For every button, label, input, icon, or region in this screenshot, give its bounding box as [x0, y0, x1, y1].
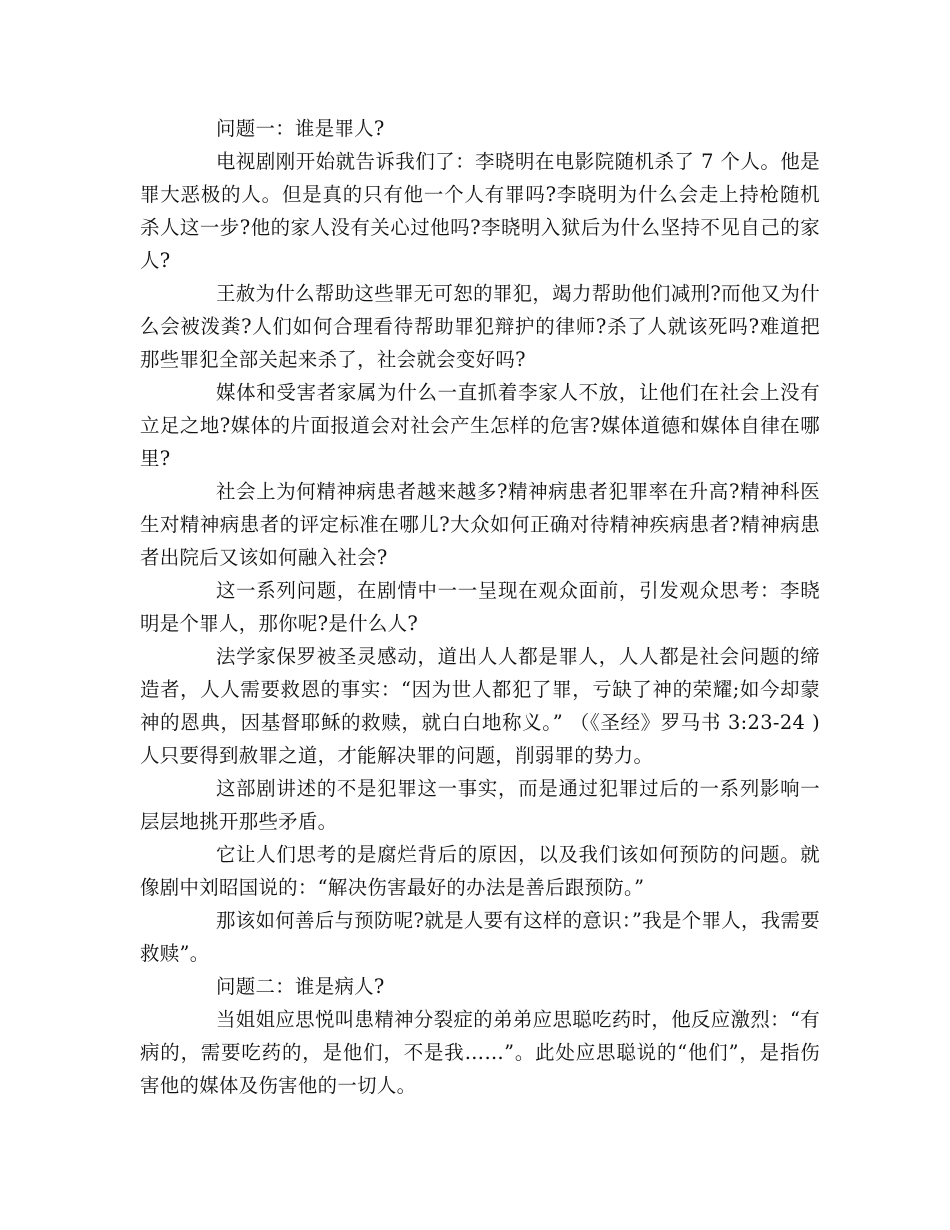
paragraph: 电视剧刚开始就告诉我们了：李晓明在电影院随机杀了 7 个人。他是罪大恶极的人。但是真的只有他一个人有罪吗?李晓明为什么会走上持枪随机杀人这一步?他的家人没有关心过他吗?李晓明入狱后为什么坚持不见自己的家人?	[140, 150, 820, 272]
paragraph: 王赦为什么帮助这些罪无可恕的罪犯，竭力帮助他们减刑?而他又为什么会被泼粪?人们如何合理看待帮助罪犯辩护的律师?杀了人就该死吗?难道把那些罪犯全部关起来杀了，社会就会变好吗?	[140, 282, 820, 371]
paragraph: 社会上为何精神病患者越来越多?精神病患者犯罪率在升高?精神科医生对精神病患者的评定标准在哪儿?大众如何正确对待精神疾病患者?精神病患者出院后又该如何融入社会?	[140, 480, 820, 569]
heading-question-one: 问题一：谁是罪人?	[216, 117, 385, 140]
paragraph: 那该如何善后与预防呢?就是人要有这样的意识：”我是个罪人，我需要救赎”。	[140, 909, 820, 965]
paragraph: 这部剧讲述的不是犯罪这一事实，而是通过犯罪过后的一系列影响一层层地挑开那些矛盾。	[140, 777, 820, 833]
paragraph: 媒体和受害者家属为什么一直抓着李家人不放，让他们在社会上没有立足之地?媒体的片面报道会对社会产生怎样的危害?媒体道德和媒体自律在哪里?	[140, 381, 820, 470]
paragraph: 法学家保罗被圣灵感动，道出人人都是罪人，人人都是社会问题的缔造者，人人需要救恩的事实：“因为世人都犯了罪，亏缺了神的荣耀;如今却蒙神的恩典，因基督耶稣的救赎，就白白地称义。” （《圣经》罗马书 3:23-24 )人只要得到赦罪之道，才能解决罪的问题，削弱罪的势力。	[140, 645, 820, 767]
paragraph: 它让人们思考的是腐烂背后的原因，以及我们该如何预防的问题。就像剧中刘昭国说的：“解决伤害最好的办法是善后跟预防。”	[140, 843, 820, 899]
paragraph: 这一系列问题，在剧情中一一呈现在观众面前，引发观众思考：李晓明是个罪人，那你呢?是什么人?	[140, 579, 820, 635]
paragraph: 当姐姐应思悦叫患精神分裂症的弟弟应思聪吃药时，他反应激烈：“有病的，需要吃药的，是他们，不是我……”。此处应思聪说的“他们”，是指伤害他的媒体及伤害他的一切人。	[140, 1008, 820, 1097]
document-page	[140, 112, 820, 1102]
heading-question-two: 问题二：谁是病人?	[216, 975, 385, 998]
